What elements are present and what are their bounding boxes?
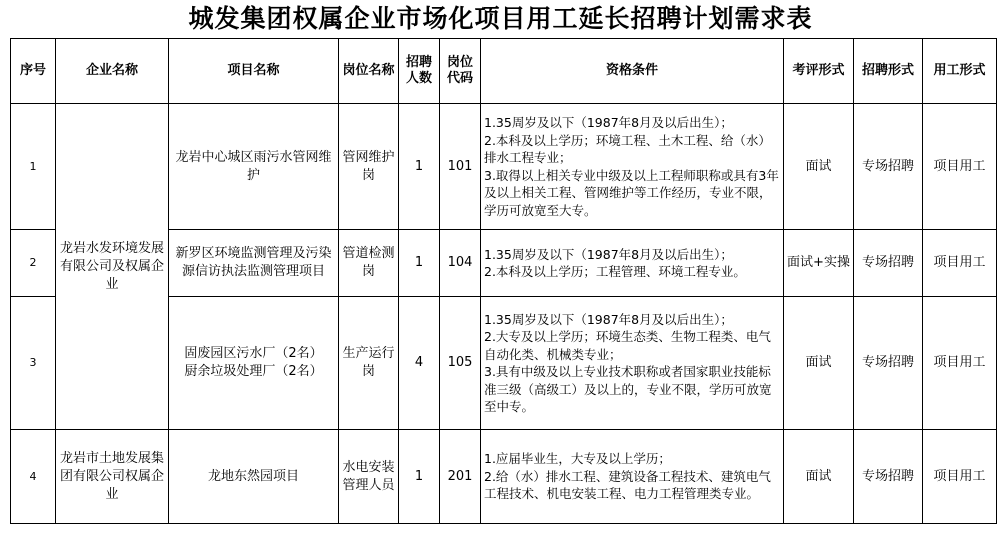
seq-cell: 1 (11, 104, 56, 230)
count-cell: 4 (399, 297, 440, 430)
employment-cell: 项目用工 (923, 104, 997, 230)
project-line: 厨余垃圾处理厂（2名） (184, 364, 323, 379)
position-cell: 管道检测岗 (339, 230, 399, 297)
table-row (11, 104, 997, 230)
qualifications-cell (481, 104, 784, 230)
header-project: 项目名称 (169, 39, 339, 104)
count-cell: 1 (399, 430, 440, 524)
employment-cell: 项目用工 (923, 297, 997, 430)
qualification-line: 2.给（水）排水工程、建筑设备工程技术、建筑电气工程技术、机电安装工程、电力工程管理类专业。 (484, 468, 771, 502)
assessment-cell: 面试+实操 (784, 230, 854, 297)
seq-cell: 3 (11, 297, 56, 430)
seq-cell: 2 (11, 230, 56, 297)
qualification-line: 2.大专及以上学历；环境生态类、生物工程类、电气自动化类、机械类专业； (484, 329, 771, 362)
qualification-line: 3.取得以上相关专业中级及以上工程师职称或具有3年及以上相关工程、管网维护等工作经历，专业不限，学历可放宽至大专。 (484, 167, 779, 218)
employment-cell: 项目用工 (923, 430, 997, 524)
header-position: 岗位名称 (339, 39, 399, 104)
recruit-cell: 专场招聘 (854, 104, 923, 230)
code-cell: 101 (440, 104, 481, 230)
assessment-cell: 面试 (784, 104, 854, 230)
header-employment: 用工形式 (923, 39, 997, 104)
page-title: 城发集团权属企业市场化项目用工延长招聘计划需求表 (188, 4, 813, 33)
header-company: 企业名称 (56, 39, 169, 104)
project-line: 固废园区污水厂（2名） (184, 346, 323, 361)
count-cell: 1 (399, 104, 440, 230)
qualification-line: 1.应届毕业生，大专及以上学历； (484, 451, 671, 467)
position-cell: 生产运行岗 (339, 297, 399, 430)
qualification-line: 1.35周岁及以下（1987年8月及以后出生）； (484, 246, 733, 262)
table-row (11, 430, 997, 524)
project-cell: 新罗区环境监测管理及污染源信访执法监测管理项目 (169, 230, 339, 297)
position-cell: 水电安装管理人员 (339, 430, 399, 524)
recruit-cell: 专场招聘 (854, 297, 923, 430)
code-cell: 104 (440, 230, 481, 297)
assessment-cell: 面试 (784, 297, 854, 430)
qualification-line: 2.本科及以上学历；环境工程、土木工程、给（水）排水工程专业； (484, 132, 771, 165)
recruitment-table (10, 38, 997, 524)
recruit-cell: 专场招聘 (854, 230, 923, 297)
project-cell (169, 297, 339, 430)
recruit-cell: 专场招聘 (854, 430, 923, 524)
employment-cell: 项目用工 (923, 230, 997, 297)
project-cell: 龙地东然园项目 (169, 430, 339, 524)
qualification-line: 2.本科及以上学历；工程管理、环境工程专业。 (484, 264, 746, 279)
header-assessment: 考评形式 (784, 39, 854, 104)
qualifications-cell (481, 297, 784, 430)
assessment-cell: 面试 (784, 430, 854, 524)
header-row (11, 39, 997, 104)
header-recruit: 招聘形式 (854, 39, 923, 104)
header-qualifications: 资格条件 (481, 39, 784, 104)
header-count: 招聘人数 (399, 39, 440, 104)
qualification-line: 1.35周岁及以下（1987年8月及以后出生）； (484, 311, 733, 327)
position-cell: 管网维护岗 (339, 104, 399, 230)
seq-cell: 4 (11, 430, 56, 524)
code-cell: 105 (440, 297, 481, 430)
qualification-line: 3.具有中级及以上专业技术职称或者国家职业技能标准三级（高级工）及以上的，专业不限，学历可放宽至中专。 (484, 364, 772, 414)
qualifications-cell (481, 230, 784, 297)
qualifications-cell (481, 430, 784, 524)
code-cell: 201 (440, 430, 481, 524)
company-cell: 龙岩水发环境发展有限公司及权属企业 (56, 104, 169, 430)
company-cell: 龙岩市土地发展集团有限公司权属企业 (56, 430, 169, 524)
qualification-line: 1.35周岁及以下（1987年8月及以后出生）； (484, 115, 733, 130)
project-cell: 龙岩中心城区雨污水管网维护 (169, 104, 339, 230)
header-code: 岗位代码 (440, 39, 481, 104)
header-seq: 序号 (11, 39, 56, 104)
count-cell: 1 (399, 230, 440, 297)
